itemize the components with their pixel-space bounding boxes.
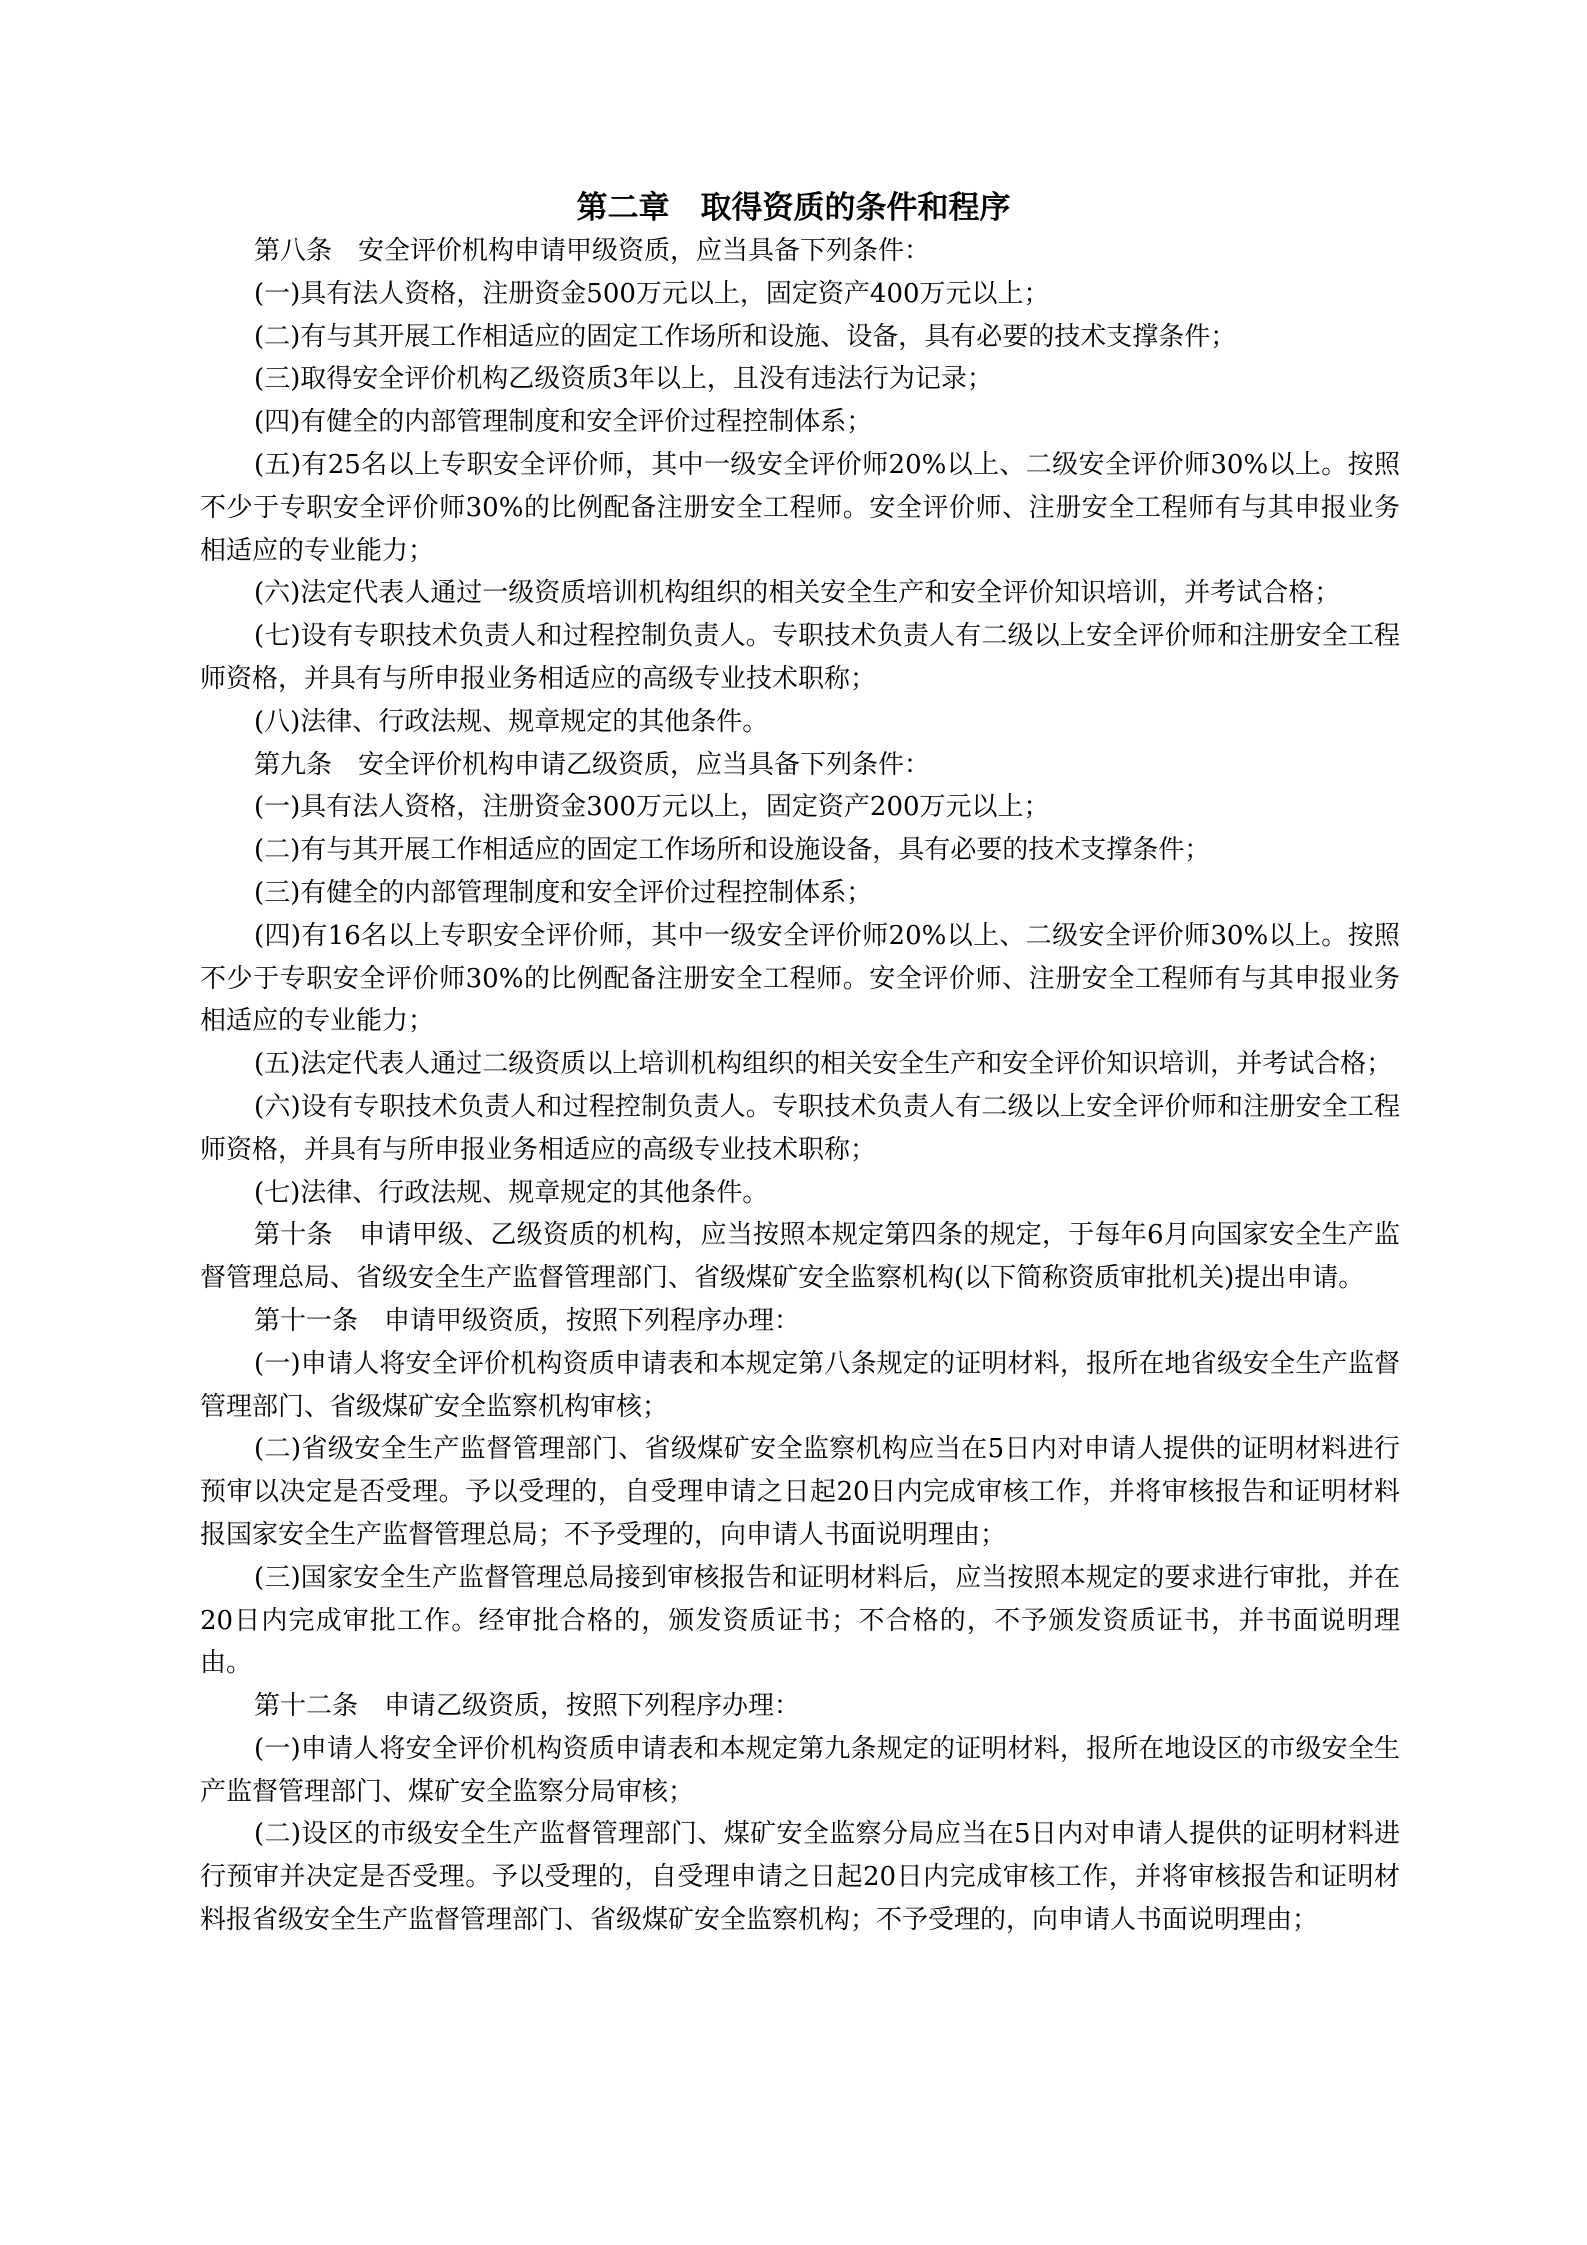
paragraph: 第八条 安全评价机构申请甲级资质，应当具备下列条件：: [254, 236, 931, 266]
paragraph: (四)有健全的内部管理制度和安全评价过程控制体系；: [254, 407, 873, 438]
document-body: [200, 230, 1400, 1942]
paragraph: (二)设区的市级安全生产监督管理部门、煤矿安全监察分局应当在5日内对申请人提供的证明材料进行预审并决定是否受理。予以受理的，自受理申请之日起20日内完成审核工作，并将审核报告和证明材料报省级安全生产监督管理部门、省级煤矿安全监察机构；不予受理的，向申请人书面说明理由；: [200, 1819, 1400, 1936]
paragraph: (三)有健全的内部管理制度和安全评价过程控制体系；: [254, 877, 873, 908]
paragraph: 第九条 安全评价机构申请乙级资质，应当具备下列条件：: [254, 749, 931, 780]
paragraph: 第十一条 申请甲级资质，按照下列程序办理：: [254, 1305, 801, 1336]
paragraph: (三)国家安全生产监督管理总局接到审核报告和证明材料后，应当按照本规定的要求进行审批，并在20日内完成审批工作。经审批合格的，颁发资质证书；不合格的，不予颁发资质证书，并书面说明理由。: [200, 1562, 1400, 1679]
chapter-title: 第二章 取得资质的条件和程序: [576, 190, 1011, 226]
paragraph: (七)设有专职技术负责人和过程控制负责人。专职技术负责人有二级以上安全评价师和注册安全工程师资格，并具有与所申报业务相适应的高级专业技术职称；: [200, 621, 1400, 694]
paragraph: (六)设有专职技术负责人和过程控制负责人。专职技术负责人有二级以上安全评价师和注册安全工程师资格，并具有与所申报业务相适应的高级专业技术职称；: [200, 1091, 1400, 1165]
paragraph: (一)具有法人资格，注册资金500万元以上，固定资产400万元以上；: [254, 278, 1050, 309]
paragraph: (一)申请人将安全评价机构资质申请表和本规定第八条规定的证明材料，报所在地省级安全生产监督管理部门、省级煤矿安全监察机构审核；: [200, 1348, 1400, 1422]
paragraph: (一)申请人将安全评价机构资质申请表和本规定第九条规定的证明材料，报所在地设区的市级安全生产监督管理部门、煤矿安全监察分局审核；: [200, 1733, 1400, 1807]
paragraph: (七)法律、行政法规、规章规定的其他条件。: [254, 1177, 769, 1208]
paragraph: (四)有16名以上专职安全评价师，其中一级安全评价师20%以上、二级安全评价师30%以上。按照不少于专职安全评价师30%的比例配备注册安全工程师。安全评价师、注册安全工程师有与其申报业务相适应的专业能力；: [200, 920, 1400, 1037]
paragraph: (二)有与其开展工作相适应的固定工作场所和设施、设备，具有必要的技术支撑条件；: [254, 321, 1237, 352]
paragraph: 第十条 申请甲级、乙级资质的机构，应当按照本规定第四条的规定，于每年6月向国家安全生产监督管理总局、省级安全生产监督管理部门、省级煤矿安全监察机构(以下简称资质审批机关)提出申请。: [200, 1220, 1400, 1294]
paragraph: (三)取得安全评价机构乙级资质3年以上，且没有违法行为记录；: [254, 364, 993, 395]
paragraph: 第十二条 申请乙级资质，按照下列程序办理：: [254, 1691, 801, 1722]
paragraph: (六)法定代表人通过一级资质培训机构组织的相关安全生产和安全评价知识培训，并考试合格；: [254, 578, 1341, 609]
paragraph: (五)有25名以上专职安全评价师，其中一级安全评价师20%以上、二级安全评价师30%以上。按照不少于专职安全评价师30%的比例配备注册安全工程师。安全评价师、注册安全工程师有与其申报业务相适应的专业能力；: [200, 449, 1400, 566]
paragraph: (八)法律、行政法规、规章规定的其他条件。: [254, 706, 769, 737]
paragraph: (二)有与其开展工作相适应的固定工作场所和设施设备，具有必要的技术支撑条件；: [254, 835, 1211, 866]
paragraph: (一)具有法人资格，注册资金300万元以上，固定资产200万元以上；: [254, 792, 1050, 823]
paragraph: (五)法定代表人通过二级资质以上培训机构组织的相关安全生产和安全评价知识培训，并考试合格；: [254, 1049, 1393, 1080]
paragraph: (二)省级安全生产监督管理部门、省级煤矿安全监察机构应当在5日内对申请人提供的证明材料进行预审以决定是否受理。予以受理的，自受理申请之日起20日内完成审核工作，并将审核报告和证明材料报国家安全生产监督管理总局；不予受理的，向申请人书面说明理由；: [200, 1434, 1400, 1550]
